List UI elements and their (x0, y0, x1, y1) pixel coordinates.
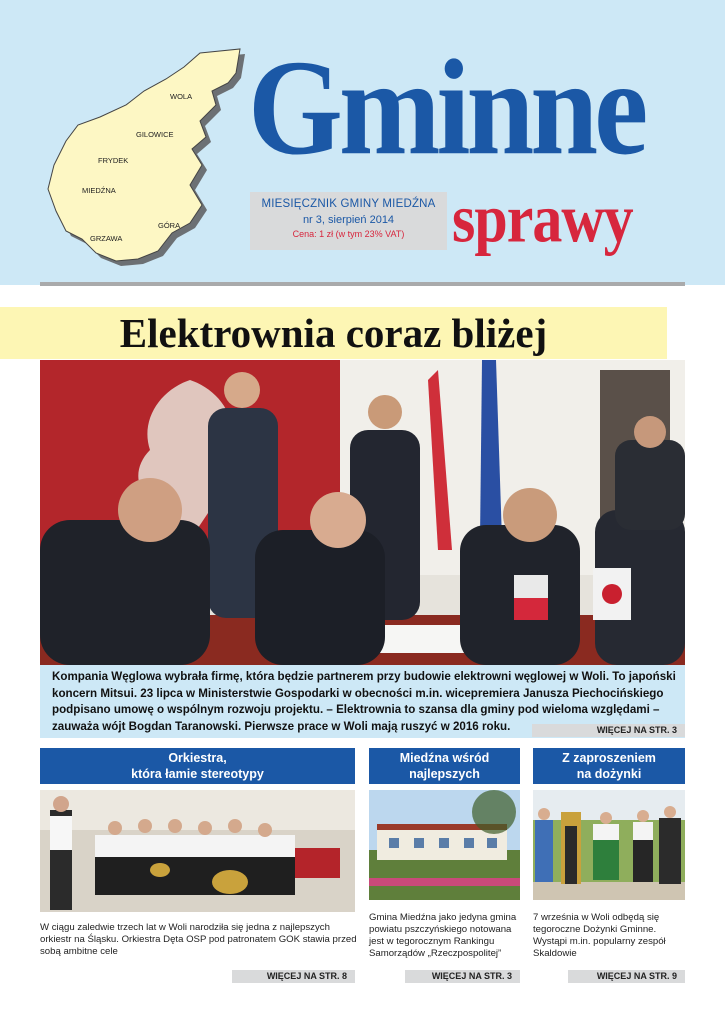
section-ranking-text: Gmina Miedźna jako jedyna gmina powiatu pszczyńskiego notowana jest w tegorocznym Rankingu Samorządów „Rzeczpospolitej” (369, 912, 517, 959)
map-town-gilowice: GILOWICE (136, 130, 174, 139)
masthead-subtitle: MIESIĘCZNIK GMINY MIEDŹNA (261, 198, 436, 210)
issue-info (250, 192, 447, 250)
section-dozynki-text: 7 września w Woli odbędą się tegoroczne Dożynki Gminne. Wystąpi m.in. popularny zespół Skaldowie (533, 912, 666, 959)
section-title-line: która łamie stereotypy (131, 767, 264, 781)
map-town-grzawa: GRZAWA (90, 234, 123, 243)
lead-more-link[interactable]: WIĘCEJ NA STR. 3 (532, 724, 685, 737)
section-title-line: Z zaproszeniem (562, 751, 656, 765)
map-town-wola: WOLA (170, 92, 193, 101)
map-town-gora: GÓRA (158, 221, 181, 230)
ranking-photo (369, 790, 520, 900)
masthead-subtitle-word: sprawy (452, 180, 633, 257)
lead-caption: Kompania Węglowa wybrała firmę, która będzie partnerem przy budowie elektrowni węglowej w Woli. To japoński koncern Mitsui. 23 lipca w Ministerstwie Gospodarki w obecności m.in. wicepremiera Janusza Piechocińskiego podpisano umowę o wspólnym rozwoju projektu. – Elektrownia to szansa dla gminy pod wieloma względami – zauważa wójt Bogdan Taranowski. Pierwsze prace w Woli mają ruszyć w 2016 roku. (52, 670, 676, 733)
map-town-frydek: FRYDEK (98, 156, 129, 165)
gmina-map (40, 45, 245, 270)
masthead-title: Gminne (248, 32, 645, 184)
lead-photo (40, 360, 685, 665)
orkiestra-photo (40, 790, 355, 912)
section-orkiestra-title (40, 748, 355, 784)
section-dozynki-title (533, 748, 685, 784)
section-title-line: na dożynki (576, 767, 642, 781)
issue-number: nr 3, sierpień 2014 (302, 214, 395, 226)
section-ranking-title (369, 748, 520, 784)
section-orkiestra-text: W ciągu zaledwie trzech lat w Woli narodziła się jedna z najlepszych orkiestr na Śląsku. Orkiestra Dęta OSP pod patronatem GOK stawia przed sobą ambitne cele (40, 922, 357, 957)
section-title-line: Miedźna wśród najlepszych (399, 751, 490, 781)
section-ranking-more-link[interactable]: WIĘCEJ NA STR. 3 (405, 970, 520, 983)
map-town-miedzna: MIEDŹNA (82, 186, 116, 195)
lead-headline: Elektrownia coraz bliżej (119, 310, 548, 356)
issue-price: Cena: 1 zł (w tym 23% VAT) (292, 229, 405, 239)
section-title-line: Orkiestra, (168, 751, 227, 765)
dozynki-photo (533, 790, 685, 900)
section-orkiestra-more-link[interactable]: WIĘCEJ NA STR. 8 (232, 970, 355, 983)
header-divider (40, 282, 685, 286)
section-dozynki-more-link[interactable]: WIĘCEJ NA STR. 9 (568, 970, 685, 983)
